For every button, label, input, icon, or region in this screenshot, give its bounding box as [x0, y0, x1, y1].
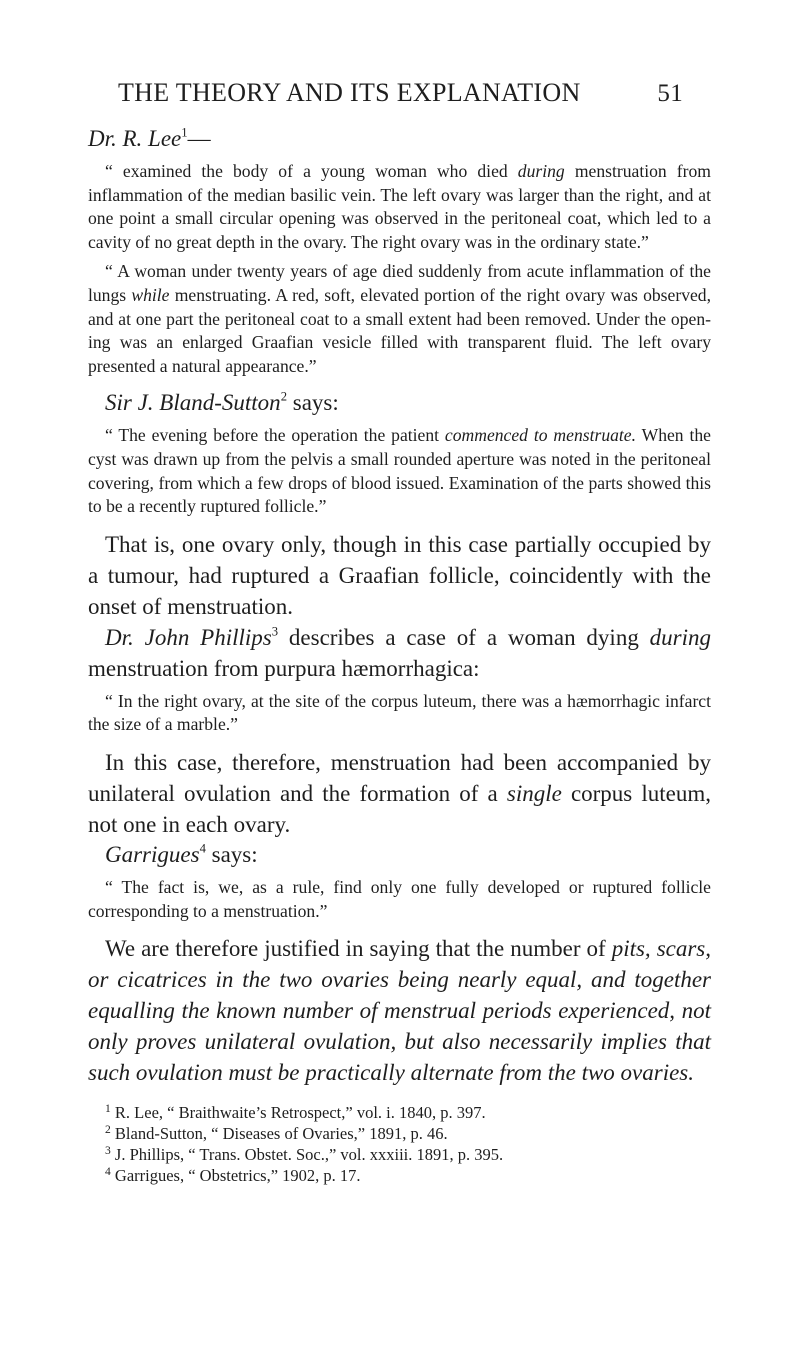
dash: —: [187, 126, 211, 151]
attribution-sutton: [88, 388, 711, 418]
author-name: Sir J. Bland-Sutton: [105, 390, 281, 416]
attribution-garrigues: [88, 840, 711, 870]
quote-emphasis: while: [131, 284, 170, 305]
footnote-text: J. Phillips, “ Trans. Obstet. Soc.,” vol. xxxiii. 1891, p. 395.: [114, 1145, 504, 1165]
footnote-text: Garrigues, “ Obstetrics,” 1902, p. 17.: [114, 1166, 361, 1186]
quote-sutton: [88, 424, 711, 518]
author-name: Garrigues: [105, 841, 200, 867]
paragraph-conclusion: [88, 933, 711, 1088]
emphasis: pits, scars, or cicatrices in the two ovaries being nearly equal, and together equalling the known number of menstrual periods experienced, not only proves unilateral ovulation, but also necessarily implies that such ovulation must be practically alternate from the two ovaries.: [88, 936, 712, 1086]
quote-text: “ The evening before the operation the patient: [105, 425, 445, 446]
quote-garrigues: “ The fact is, we, as a rule, find only one fully developed or ruptured follicle corresponding to a menstruation.”: [88, 876, 711, 921]
footnote-number: 1: [105, 1103, 111, 1116]
quote-text: menstruating. A red, soft, elevated portion of the right ovary was observed, and at one part the peritoneal coat to a small extent had been removed. Under the opening was an enlarged Graafian vesicle filled with transparent fluid. The left ovary presented a natural appearance.”: [88, 284, 711, 376]
quote-text: When the cyst was drawn up from the pelvis a small rounded aperture was noted in the peritoneal covering, from which a few drops of blood issued. Examination of the parts showed this to be a recently ruptured follicle.”: [88, 425, 711, 517]
quote-emphasis: during: [517, 161, 565, 181]
page-body: [88, 124, 711, 1186]
attribution-lee: [88, 124, 711, 154]
text: We are therefore justified in saying that the number of: [105, 936, 612, 962]
footnote-number: 4: [105, 1166, 111, 1179]
footnote-ref: 4: [199, 841, 206, 856]
emphasis: during: [649, 624, 712, 650]
running-title: THE THEORY AND ITS EXPLANATION: [118, 78, 581, 107]
paragraph-one-ovary: That is, one ovary only, though in this case partially occupied by a tumour, had ruptured a Graafian follicle, coincidently with the onset of menstruation.: [88, 531, 711, 619]
quote-lee-1: [88, 160, 711, 254]
text: In this case, therefore, menstruation had been accompanied by unilateral ovulation and the formation of a: [88, 749, 711, 806]
footnotes: [88, 1102, 711, 1186]
quote-lee-2: [88, 260, 711, 378]
says: says:: [205, 841, 258, 867]
running-header: [118, 78, 683, 108]
footnote: [105, 1165, 711, 1186]
footnote: [105, 1102, 711, 1123]
quote-emphasis: commenced to menstruate.: [444, 425, 637, 446]
footnote-number: 3: [105, 1145, 111, 1158]
text: menstruation from purpura hæmorrhagica:: [88, 655, 480, 681]
emphasis: single: [506, 780, 562, 806]
footnote-text: Bland-Sutton, “ Diseases of Ovaries,” 1891, p. 46.: [114, 1124, 448, 1144]
text: corpus luteum, not one in each ovary.: [88, 780, 711, 837]
footnote: [105, 1144, 711, 1165]
quote-text: menstruation from inflammation of the median basilic vein. The left ovary was larger than the right, and at one point a small circular opening was observed in the peritoneal coat, which led to a cavity of no great depth in the ovary. The right ovary was in the ordinary state.”: [88, 161, 711, 252]
says: says:: [287, 390, 339, 416]
footnote-text: R. Lee, “ Braithwaite’s Retrospect,” vol. i. 1840, p. 397.: [114, 1103, 486, 1123]
quote-text: “ examined the body of a young woman who died: [105, 161, 518, 181]
page-number: 51: [657, 80, 683, 107]
footnote-ref: 2: [280, 389, 288, 404]
text: describes a case of a woman dying: [278, 624, 650, 650]
author-name: Dr. John Phillips: [105, 624, 272, 650]
paragraph-phillips: [88, 622, 711, 684]
quote-phillips: “ In the right ovary, at the site of the corpus luteum, there was a hæmorrhagic infarct the size of a marble.”: [88, 690, 711, 735]
footnote-number: 2: [105, 1124, 111, 1137]
footnote: [105, 1123, 711, 1144]
paragraph-unilateral: [88, 747, 711, 840]
quote-text: “ A woman under twenty years of age died suddenly from acute inflammation of the lungs: [88, 261, 711, 305]
footnote-ref: 1: [181, 125, 188, 140]
author-name: Dr. R. Lee: [88, 126, 182, 151]
footnote-ref: 3: [271, 624, 279, 639]
